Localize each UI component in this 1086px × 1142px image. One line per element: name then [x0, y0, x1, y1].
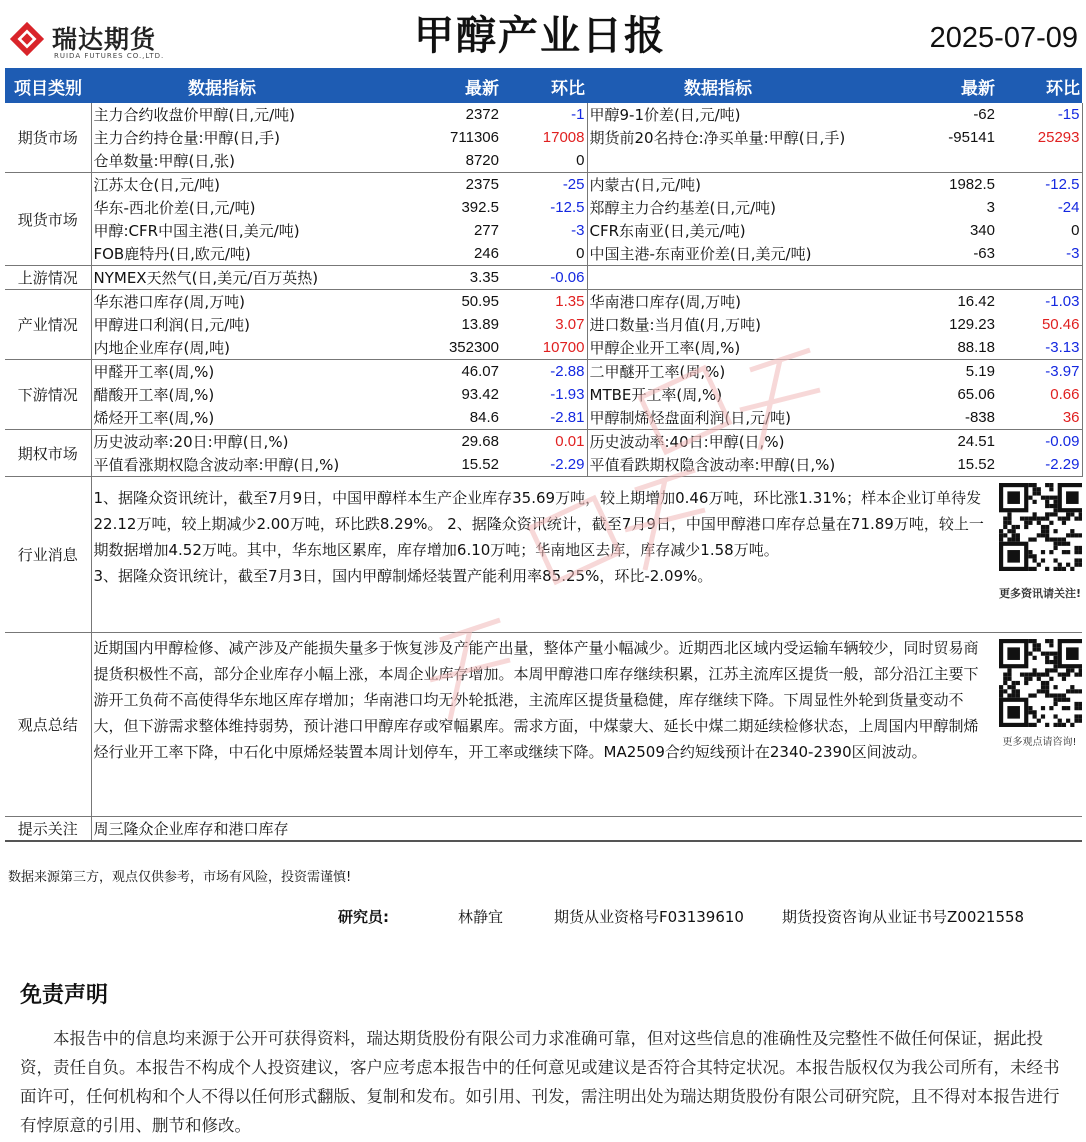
indicator-label: 华南港口库存(周,万吨) — [589, 293, 741, 311]
change-value: -3 — [501, 219, 587, 242]
indicator-label: 甲醇9-1价差(日,元/吨) — [589, 106, 741, 124]
company-logo — [8, 18, 178, 64]
indicator-label: 华东港口库存(周,万吨) — [91, 290, 353, 314]
logo-subtitle: RUIDA FUTURES CO.,LTD. — [54, 52, 165, 60]
latest-value: 246 — [353, 242, 501, 266]
latest-value: 29.68 — [461, 433, 499, 450]
table-row — [5, 173, 1082, 197]
change-value: -12.5 — [997, 173, 1082, 197]
indicator-label: 醋酸开工率(周,%) — [91, 383, 353, 406]
change-value: -3 — [997, 242, 1082, 266]
qr-code-icon — [999, 483, 1082, 571]
disclaimer-title: 免责声明 — [20, 983, 109, 1008]
change-value: -12.5 — [501, 196, 587, 219]
indicator-label: 中国主港-东南亚价差(日,美元/吨) — [587, 242, 849, 266]
table-row — [5, 383, 1082, 406]
category-label: 期货市场 — [5, 103, 91, 173]
opinion-row — [5, 633, 1082, 817]
report-title: 甲醇产业日报 — [414, 13, 666, 59]
table-row — [5, 196, 1082, 219]
category-label: 提示关注 — [5, 817, 91, 842]
change-value: -3.97 — [997, 360, 1082, 384]
indicator-label — [587, 266, 849, 290]
indicator-label: 内蒙古(日,元/吨) — [589, 176, 702, 194]
latest-value: 2372 — [465, 106, 499, 123]
latest-value: -63 — [849, 242, 997, 266]
qr-caption: 更多资讯请关注! — [999, 587, 1082, 600]
data-source-note: 数据来源第三方，观点仅供参考，市场有风险，投资需谨慎! — [8, 870, 352, 885]
latest-value: 46.07 — [461, 363, 499, 380]
latest-value: 392.5 — [461, 199, 499, 216]
change-value: 25293 — [997, 126, 1082, 149]
change-value: -0.09 — [997, 430, 1082, 454]
category-label: 观点总结 — [5, 633, 91, 817]
indicator-label: 甲醇企业开工率(周,%) — [587, 336, 849, 360]
latest-value: 352300 — [353, 336, 501, 360]
change-value: -24 — [997, 196, 1082, 219]
disclaimer-body: 本报告中的信息均来源于公开可获得资料，瑞达期货股份有限公司力求准确可靠，但对这些信息的准确性及完整性不做任何保证，据此投资，责任自负。本报告不构成个人投资建议，客户应考虑本报告中的任何意见或建议是否符合其特定状况。本报告版权仅为我公司所有，未经书面许可，任何机构和个人不得以任何形式翻版、复制和发布。如引用、刊发，需注明出处为瑞达期货股份有限公司研究院，且不得对本报告进行有悖原意的引用、删节和修改。 — [20, 1029, 1060, 1135]
data-table — [5, 68, 1083, 842]
header-change-right: 环比 — [997, 69, 1082, 103]
table-row — [5, 149, 1082, 173]
tips-content: 周三隆众企业库存和港口库存 — [91, 817, 1082, 842]
indicator-label: 进口数量:当月值(月,万吨) — [589, 316, 762, 334]
qualification-number: 期货从业资格号F03139610 — [554, 908, 744, 926]
logo-name: 瑞达期货 — [52, 25, 157, 54]
latest-value: 13.89 — [461, 316, 499, 333]
researcher-label: 研究员: — [338, 908, 389, 926]
table-body — [5, 103, 1082, 841]
change-value: -2.88 — [501, 360, 587, 384]
news-qr-cell — [997, 477, 1082, 633]
change-value: 3.07 — [501, 313, 587, 336]
change-value: -1.93 — [501, 383, 587, 406]
indicator-label: 历史波动率:20日:甲醇(日,%) — [91, 430, 353, 454]
indicator-label: MTBE开工率(周,%) — [589, 386, 723, 404]
indicator-label: 烯烃开工率(周,%) — [91, 406, 353, 430]
indicator-label: FOB鹿特丹(日,欧元/吨) — [91, 242, 353, 266]
indicator-label: 历史波动率:40日:甲醇(日,%) — [589, 433, 785, 451]
table-row — [5, 242, 1082, 266]
change-value: -2.29 — [501, 453, 587, 477]
latest-value: 65.06 — [957, 386, 995, 403]
change-value: 0 — [501, 149, 587, 173]
table-row — [5, 103, 1082, 126]
change-value: -2.29 — [997, 453, 1082, 477]
indicator-label: 甲醇制烯烃盘面利润(日,元/吨) — [587, 406, 849, 430]
header-category: 项目类别 — [5, 69, 91, 103]
change-value — [997, 149, 1082, 173]
opinion-content: 近期国内甲醇检修、减产涉及产能损失量多于恢复涉及产能产出量，整体产量小幅减少。近期西北区域内受运输车辆较少，同时贸易商提货积极性不高，部分企业库存小幅上涨，本周企业库存增加。本周甲醇港口库存继续积累，江苏主流库区提货一般，部分沿江主要下游开工负荷不高使得华东地区库存增加；华南港口均无外轮抵港，主流库区提货量稳健，库存继续下降。下周显性外轮到货量变动不大，但下游需求整体维持弱势，预计港口甲醇库存或窄幅累库。需求方面，中煤蒙大、延长中煤二期延续检修状态，上周国内甲醇制烯烃行业开工率下降，中石化中原烯烃装置本周计划停车，开工率或继续下降。MA2509合约短线预计在2340-2390区间波动。 — [91, 633, 997, 817]
news-paragraph-2: 3、据隆众资讯统计，截至7月3日，国内甲醇制烯烃装置产能利用率85.25%，环比-2.09%。 — [93, 567, 713, 585]
wechat-qr-code-icon — [999, 639, 1082, 727]
news-row — [5, 477, 1082, 633]
category-label: 产业情况 — [5, 290, 91, 360]
latest-value: 50.95 — [461, 293, 499, 310]
indicator-label: 甲醇:CFR中国主港(日,美元/吨) — [91, 219, 353, 242]
indicator-label: 甲醇进口利润(日,元/吨) — [91, 313, 353, 336]
change-value: -3.13 — [997, 336, 1082, 360]
indicator-label: 主力合约持仓量:甲醇(日,手) — [91, 126, 353, 149]
indicator-label: 江苏太仓(日,元/吨) — [91, 173, 353, 197]
indicator-label: 华东-西北价差(日,元/吨) — [91, 196, 353, 219]
category-label: 现货市场 — [5, 173, 91, 266]
change-value: 1.35 — [501, 290, 587, 314]
latest-value: -62 — [973, 106, 995, 123]
consultation-number: 期货投资咨询从业证书号Z0021558 — [782, 908, 1025, 926]
latest-value: 8720 — [353, 149, 501, 173]
latest-value: -95141 — [948, 129, 995, 146]
indicator-label: 二甲醚开工率(周,%) — [589, 363, 726, 381]
indicator-label — [587, 149, 849, 173]
table-row — [5, 290, 1082, 314]
indicator-label: 甲醛开工率(周,%) — [91, 360, 353, 384]
indicator-label: 平值看跌期权隐含波动率:甲醇(日,%) — [587, 453, 849, 477]
indicator-label: CFR东南亚(日,美元/吨) — [589, 222, 746, 240]
header-latest-right: 最新 — [849, 69, 997, 103]
indicator-label: 期货前20名持仓:净买单量:甲醇(日,手) — [589, 129, 846, 147]
category-label: 下游情况 — [5, 360, 91, 430]
category-label: 上游情况 — [5, 266, 91, 290]
latest-value: 277 — [473, 222, 499, 239]
latest-value: 1982.5 — [949, 176, 995, 193]
table-row — [5, 406, 1082, 430]
table-row — [5, 360, 1082, 384]
change-value: 10700 — [501, 336, 587, 360]
latest-value: 3 — [986, 199, 995, 216]
change-value: -15 — [997, 103, 1082, 126]
change-value: -25 — [501, 173, 587, 197]
opinion-qr-cell — [997, 633, 1082, 817]
table-row — [5, 453, 1082, 477]
table-header-row — [5, 69, 1082, 103]
latest-value: -838 — [849, 406, 997, 430]
change-value: -0.06 — [501, 266, 587, 290]
indicator-label: NYMEX天然气(日,美元/百万英热) — [91, 266, 353, 290]
report-header — [0, 0, 1086, 68]
table-row — [5, 266, 1082, 290]
change-value: 0 — [501, 242, 587, 266]
header-latest-left: 最新 — [353, 69, 501, 103]
indicator-label: 主力合约收盘价甲醇(日,元/吨) — [91, 103, 353, 126]
category-label: 行业消息 — [5, 477, 91, 633]
latest-value: 129.23 — [949, 316, 995, 333]
category-label: 期权市场 — [5, 430, 91, 477]
latest-value — [849, 149, 997, 173]
header-indicator-left: 数据指标 — [91, 69, 353, 103]
change-value: 50.46 — [997, 313, 1082, 336]
latest-value: 16.42 — [957, 293, 995, 310]
table-row — [5, 313, 1082, 336]
news-paragraph-1: 1、据隆众资讯统计，截至7月9日，中国甲醇样本生产企业库存35.69万吨，较上期增加0.46万吨，环比涨1.31%；样本企业订单待发22.12万吨，较上期减少2.00万吨，环比跌8.29%。 2、据隆众资讯统计，截至7月9日，中国甲醇港口库存总量在71.89万吨，较上一期数据增加4.52万吨。其中，华东地区累库，库存增加6.10万吨；华南地区去库，库存减少1.58万吨。 — [93, 489, 984, 559]
latest-value: 5.19 — [965, 363, 995, 380]
report-date: 2025-07-09 — [929, 22, 1078, 54]
latest-value: 711306 — [450, 129, 499, 146]
header-change-left: 环比 — [501, 69, 587, 103]
researcher-name: 林静宜 — [458, 908, 504, 926]
news-content — [91, 477, 997, 633]
latest-value: 340 — [969, 222, 995, 239]
indicator-label: 内地企业库存(周,吨) — [91, 336, 353, 360]
change-value — [997, 266, 1082, 290]
change-value: 36 — [997, 406, 1082, 430]
change-value: -1.03 — [997, 290, 1082, 314]
table-row — [5, 219, 1082, 242]
table-row — [5, 336, 1082, 360]
tips-row — [5, 817, 1082, 842]
indicator-label: 平值看涨期权隐含波动率:甲醇(日,%) — [91, 453, 353, 477]
ruida-logo-icon — [8, 20, 46, 58]
change-value: 0 — [997, 219, 1082, 242]
change-value: -2.81 — [501, 406, 587, 430]
latest-value: 15.52 — [353, 453, 501, 477]
latest-value: 3.35 — [353, 266, 501, 290]
latest-value: 93.42 — [461, 386, 499, 403]
latest-value: 84.6 — [353, 406, 501, 430]
change-value: 17008 — [501, 126, 587, 149]
indicator-label: 仓单数量:甲醇(日,张) — [91, 149, 353, 173]
qr-caption: 更多观点请咨询! — [1002, 737, 1077, 748]
table-row — [5, 126, 1082, 149]
researcher-line — [338, 906, 1024, 927]
latest-value: 2375 — [465, 176, 499, 193]
change-value: 0.01 — [501, 430, 587, 454]
change-value: -1 — [501, 103, 587, 126]
header-indicator-right: 数据指标 — [587, 69, 849, 103]
latest-value: 88.18 — [849, 336, 997, 360]
latest-value: 15.52 — [849, 453, 997, 477]
latest-value: 24.51 — [957, 433, 995, 450]
table-row — [5, 430, 1082, 454]
latest-value — [849, 266, 997, 290]
change-value: 0.66 — [997, 383, 1082, 406]
indicator-label: 郑醇主力合约基差(日,元/吨) — [589, 199, 777, 217]
